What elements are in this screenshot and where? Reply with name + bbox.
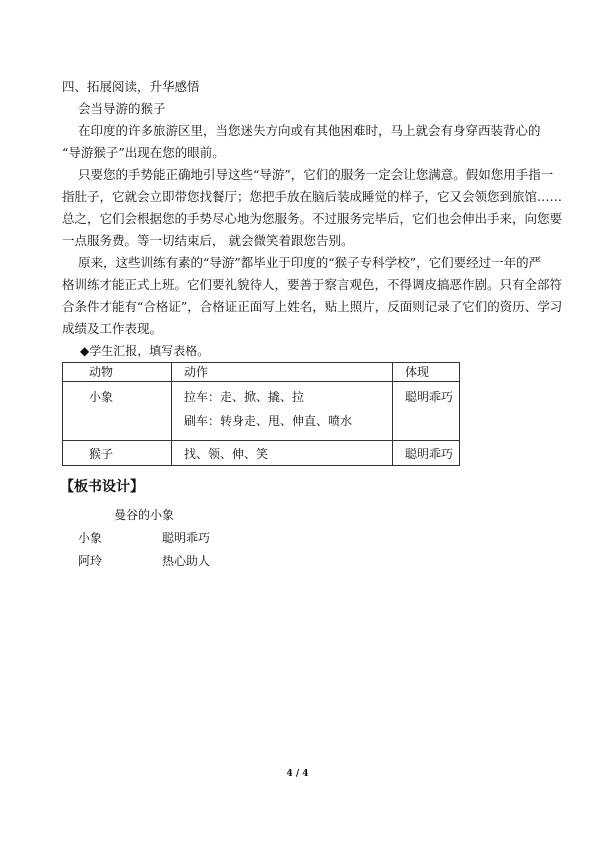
table-row <box>63 441 460 466</box>
board-name-1: 小象 <box>78 531 103 545</box>
cell-shows: 聪明乖巧 <box>393 441 460 466</box>
report-prompt: ◆学生汇报，填写表格。 <box>80 344 210 358</box>
header-animal: 动物 <box>63 363 172 382</box>
paragraph-3-line-1: 原来，这些训练有素的“导游”都毕业于印度的“猴子专科学校”，它们要经过一年的严 <box>78 255 542 270</box>
cell-actions <box>172 382 393 441</box>
paragraph-2-line-2: 指肚子，它就会立即带您找餐厅；您把手放在脑后装成睡觉的样子，它又会领您到旅馆…… <box>62 189 563 204</box>
paragraph-2-line-4: 一点服务费。等一切结束后， 就会微笑着跟您告别。 <box>62 233 354 248</box>
table-row <box>63 382 460 441</box>
paragraph-1-line-1: 在印度的许多旅游区里，当您迷失方向或有其他困难时，马上就会有身穿西装背心的 <box>78 123 541 138</box>
action-line: 拉车：走、掀、撬、拉 <box>184 390 305 404</box>
board-trait-2: 热心助人 <box>162 554 211 568</box>
paragraph-2-line-3: 总之，它们会根据您的手势尽心地为您服务。不过服务完毕后，它们也会伸出手来，向您要 <box>62 211 563 226</box>
board-heading: 【板书设计】 <box>60 479 144 495</box>
action-line: 刷车：转身走、甩、伸直、喷水 <box>184 414 353 428</box>
header-shows: 体现 <box>393 363 460 382</box>
section-heading: 四、拓展阅读，升华感悟 <box>62 79 200 94</box>
paragraph-2-line-1: 只要您的手势能正确地引导这些“导游”，它们的服务一定会让您满意。假如您用手指一 <box>78 167 554 182</box>
paragraph-3-line-2: 格训练才能正式上班。它们要礼貌待人，要善于察言观色，不得调皮搞恶作剧。只有全部符 <box>62 277 563 292</box>
page-number: 4 / 4 <box>286 769 309 779</box>
cell-shows: 聪明乖巧 <box>393 382 460 441</box>
cell-animal: 小象 <box>63 382 172 441</box>
paragraph-3-line-4: 成绩及工作表现。 <box>62 321 163 336</box>
paragraph-3-line-3: 合条件才能有“合格证”，合格证正面写上姓名，贴上照片，反面则记录了它们的资历、学习 <box>62 299 563 314</box>
report-table <box>62 362 460 466</box>
board-name-2: 阿玲 <box>78 554 103 568</box>
article-title: 会当导游的猴子 <box>78 101 166 116</box>
action-line: 找、领、伸、笑 <box>184 447 269 461</box>
board-trait-1: 聪明乖巧 <box>162 531 211 545</box>
cell-animal: 猴子 <box>63 441 172 466</box>
table-header-row <box>63 363 460 382</box>
paragraph-1-line-2: “导游猴子”出现在您的眼前。 <box>62 145 225 160</box>
cell-actions <box>172 441 393 466</box>
board-title: 曼谷的小象 <box>114 508 175 522</box>
header-action: 动作 <box>172 363 393 382</box>
